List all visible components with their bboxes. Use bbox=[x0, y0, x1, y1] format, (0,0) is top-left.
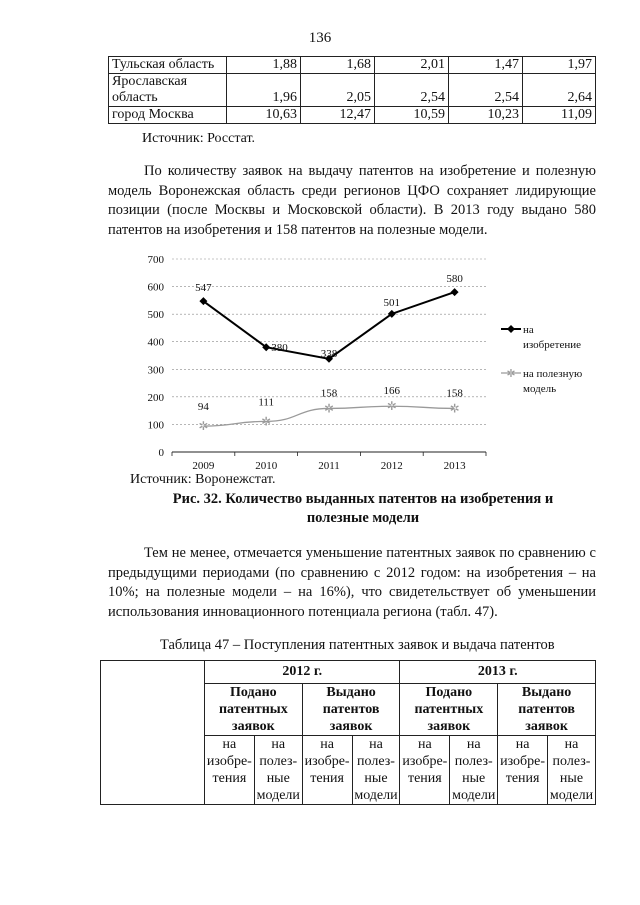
group-header-line: заявок bbox=[427, 719, 471, 734]
table-cell: 12,47 bbox=[300, 107, 374, 124]
sub-header-line: на bbox=[222, 737, 237, 752]
table-cell: 2,05 bbox=[300, 74, 374, 107]
data-label-inventions: 580 bbox=[446, 273, 463, 286]
sub-header-line: изобре- bbox=[500, 754, 546, 769]
y-tick-label: 400 bbox=[147, 336, 164, 349]
row-label-line: Ярославская bbox=[112, 74, 188, 89]
patent-line-chart bbox=[108, 250, 598, 472]
sub-header-line: полез- bbox=[454, 754, 493, 769]
year-header: 2012 г. bbox=[205, 661, 400, 684]
group-header-line: патентных bbox=[218, 702, 288, 717]
sub-header-line: ные bbox=[266, 771, 290, 786]
sub-header-line: модели bbox=[549, 788, 594, 803]
empty-header-cell bbox=[101, 661, 205, 805]
sub-header-line: изобре- bbox=[402, 754, 448, 769]
patent-applications-table bbox=[100, 660, 596, 805]
legend-label-inventions: на bbox=[523, 324, 534, 336]
table-cell: 1,97 bbox=[522, 57, 595, 74]
sub-header bbox=[400, 736, 450, 805]
data-point-utility-models: ✲ bbox=[198, 419, 209, 434]
group-header-line: Выдано bbox=[326, 685, 376, 700]
x-tick-label: 2013 bbox=[443, 460, 466, 472]
y-tick-label: 300 bbox=[147, 364, 164, 377]
group-header-line: Подано bbox=[230, 685, 277, 700]
sub-header-line: изобре- bbox=[206, 754, 252, 769]
group-header bbox=[400, 684, 498, 736]
table-cell: 10,23 bbox=[448, 107, 522, 124]
table-cell: 2,01 bbox=[374, 57, 448, 74]
data-point-utility-models: ✲ bbox=[323, 401, 335, 416]
row-label: город Москва bbox=[109, 107, 227, 124]
row-label-line: область bbox=[112, 90, 158, 105]
sub-header-line: модели bbox=[256, 788, 300, 803]
group-header bbox=[205, 684, 303, 736]
legend-label-utility-models: модель bbox=[523, 383, 557, 395]
regions-table bbox=[108, 56, 596, 124]
table-row bbox=[109, 107, 596, 124]
table-cell: 2,64 bbox=[522, 74, 595, 107]
sub-header-line: на bbox=[564, 737, 579, 752]
group-header-line: патентных bbox=[414, 702, 484, 717]
table-cell: 1,47 bbox=[448, 57, 522, 74]
sub-header-line: модели bbox=[354, 788, 398, 803]
sub-header-line: полез- bbox=[552, 754, 591, 769]
figure-caption-line: Рис. 32. Количество выданных патентов на изобретения и bbox=[172, 491, 554, 507]
table-cell: 11,09 bbox=[522, 107, 595, 124]
data-label-inventions: 338 bbox=[320, 347, 338, 360]
source-note: Источник: Воронежстат. bbox=[130, 472, 276, 487]
sub-header bbox=[498, 736, 548, 805]
data-label-utility-models: 111 bbox=[258, 396, 275, 409]
sub-header-line: полез- bbox=[357, 754, 395, 769]
y-tick-label: 700 bbox=[147, 254, 164, 266]
figure-caption-line: полезные модели bbox=[306, 510, 420, 526]
table-cell: 10,63 bbox=[227, 107, 301, 124]
y-tick-label: 500 bbox=[147, 309, 164, 322]
group-header-line: заявок bbox=[232, 719, 275, 734]
sub-header-line: на bbox=[466, 737, 481, 752]
group-header-line: патентов bbox=[518, 702, 575, 717]
sub-header-line: ные bbox=[462, 771, 486, 786]
paragraph: По количеству заявок на выдачу патентов на изобретение и полезную модель Воронежская область среди регионов ЦФО сохраняет лидирующие позиции (после Москвы и Московской области). В 2013 году выдано 580 патентов на изобретения и 158 патентов на полезные модели. bbox=[108, 163, 596, 238]
row-label: Тульская область bbox=[109, 57, 227, 74]
data-label-utility-models: 158 bbox=[446, 387, 463, 400]
sub-header-line: на bbox=[417, 737, 432, 752]
data-point-utility-models: ✲ bbox=[449, 401, 460, 416]
y-tick-label: 200 bbox=[147, 391, 164, 404]
sub-header-line: на bbox=[515, 737, 530, 752]
table-cell: 1,88 bbox=[227, 57, 301, 74]
sub-header-line: модели bbox=[452, 788, 496, 803]
table-cell: 2,54 bbox=[448, 74, 522, 107]
data-label-inventions: 380 bbox=[271, 342, 288, 355]
page-number: 136 bbox=[308, 30, 332, 46]
table-cell: 1,68 bbox=[300, 57, 374, 74]
sub-header-line: на bbox=[369, 737, 383, 752]
legend-marker-utility-models: ✲ bbox=[506, 368, 516, 380]
group-header-line: патентов bbox=[322, 702, 380, 717]
sub-header-line: на bbox=[271, 737, 286, 752]
year-header: 2013 г. bbox=[400, 661, 596, 684]
table-title: Таблица 47 – Поступления патентных заявок и выдача патентов bbox=[160, 637, 555, 653]
figure-caption bbox=[150, 490, 576, 528]
sub-header-line: на bbox=[320, 737, 334, 752]
sub-header-line: тения bbox=[310, 771, 344, 786]
x-tick-label: 2010 bbox=[255, 460, 278, 472]
sub-header-line: тения bbox=[407, 771, 442, 786]
sub-header bbox=[450, 736, 498, 805]
group-header-line: Подано bbox=[425, 685, 473, 700]
y-tick-label: 600 bbox=[147, 281, 164, 294]
sub-header-line: ные bbox=[364, 771, 388, 786]
group-header bbox=[498, 684, 596, 736]
sub-header bbox=[302, 736, 352, 805]
group-header-line: заявок bbox=[525, 719, 568, 734]
legend-label-inventions: изобретение bbox=[523, 339, 581, 351]
x-tick-label: 2012 bbox=[380, 460, 403, 472]
group-header-line: заявок bbox=[329, 719, 373, 734]
data-point-inventions bbox=[451, 288, 459, 296]
table-cell: 2,54 bbox=[374, 74, 448, 107]
table-row bbox=[101, 661, 596, 684]
source-note: Источник: Росстат. bbox=[142, 131, 256, 146]
data-label-inventions: 501 bbox=[383, 296, 401, 309]
data-point-utility-models: ✲ bbox=[261, 414, 272, 429]
legend-marker-inventions bbox=[507, 325, 515, 333]
group-header bbox=[302, 684, 400, 736]
x-tick-label: 2009 bbox=[192, 460, 215, 472]
y-tick-label: 0 bbox=[158, 447, 164, 459]
x-tick-label: 2011 bbox=[318, 460, 340, 472]
table-cell: 1,96 bbox=[227, 74, 301, 107]
paragraph: Тем не менее, отмечается уменьшение патентных заявок по сравнению с предыдущими периодами (по сравнению с 2012 годом: на изобретения – на 10%; на полезные модели – на 16%), что свидетельствует об уменьшении использования инновационного потенциала региона (табл. 47). bbox=[108, 545, 596, 620]
data-label-utility-models: 158 bbox=[320, 387, 338, 400]
data-label-inventions: 547 bbox=[195, 282, 212, 295]
row-label bbox=[109, 74, 227, 107]
sub-header-line: изобре- bbox=[304, 754, 350, 769]
sub-header-line: тения bbox=[505, 771, 540, 786]
data-label-utility-models: 166 bbox=[383, 385, 401, 398]
table-row bbox=[109, 74, 596, 107]
table-row bbox=[109, 57, 596, 74]
data-label-utility-models: 94 bbox=[197, 401, 209, 414]
data-point-utility-models: ✲ bbox=[386, 399, 397, 414]
y-tick-label: 100 bbox=[147, 419, 164, 432]
legend-label-utility-models: на полезную bbox=[523, 368, 583, 380]
group-header-line: Выдано bbox=[521, 685, 572, 700]
sub-header bbox=[352, 736, 400, 805]
sub-header-line: тения bbox=[212, 771, 247, 786]
sub-header bbox=[547, 736, 595, 805]
sub-header-line: ные bbox=[559, 771, 584, 786]
sub-header-line: полез- bbox=[259, 754, 298, 769]
sub-header bbox=[254, 736, 302, 805]
table-cell: 10,59 bbox=[374, 107, 448, 124]
sub-header bbox=[205, 736, 255, 805]
